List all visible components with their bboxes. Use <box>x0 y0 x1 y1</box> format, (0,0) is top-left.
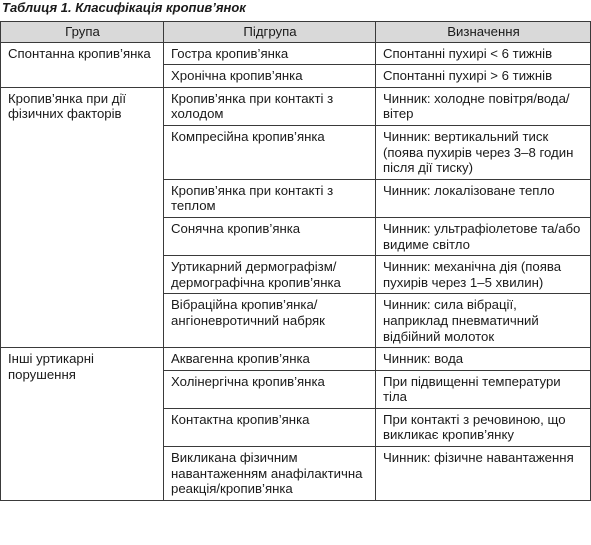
definition-cell: Чинник: механічна дія (поява пухирів через 1–5 хвилин) <box>376 256 591 294</box>
group-cell: Кропив’янка при дії фізичних факторів <box>1 87 164 347</box>
group-cell: Інші уртикарні порушення <box>1 348 164 501</box>
definition-cell: Спонтанні пухирі > 6 тижнів <box>376 65 591 88</box>
header-subgroup: Підгрупа <box>164 22 376 43</box>
table-row <box>1 87 591 125</box>
subgroup-cell: Кропив’янка при контакті з теплом <box>164 179 376 217</box>
header-group: Група <box>1 22 164 43</box>
definition-cell: Чинник: локалізоване тепло <box>376 179 591 217</box>
definition-cell: Спонтанні пухирі < 6 тижнів <box>376 42 591 65</box>
subgroup-cell: Кропив’янка при контакті з холодом <box>164 87 376 125</box>
subgroup-cell: Гостра кропив’янка <box>164 42 376 65</box>
urticaria-classification-table <box>0 21 591 501</box>
table-header-row <box>1 22 591 43</box>
definition-cell: При контакті з речовиною, що викликає кропив’янку <box>376 408 591 446</box>
header-definition: Визначення <box>376 22 591 43</box>
definition-cell: Чинник: вода <box>376 348 591 371</box>
subgroup-cell: Холінергічна кропив’янка <box>164 370 376 408</box>
table-row <box>1 42 591 65</box>
group-cell: Спонтанна кропив’янка <box>1 42 164 87</box>
table-caption: Таблиця 1. Класифікація кропив’янок <box>2 0 246 15</box>
definition-cell: Чинник: холодне повітря/вода/вітер <box>376 87 591 125</box>
subgroup-cell: Сонячна кропив’янка <box>164 217 376 255</box>
table-row <box>1 348 591 371</box>
subgroup-cell: Вібраційна кропив’янка/ангіоневротичний набряк <box>164 294 376 348</box>
definition-cell: Чинник: вертикальний тиск (поява пухирів через 3–8 годин після дії тиску) <box>376 125 591 179</box>
definition-cell: Чинник: фізичне навантаження <box>376 447 591 501</box>
definition-cell: При підвищенні температури тіла <box>376 370 591 408</box>
subgroup-cell: Аквагенна кропив’янка <box>164 348 376 371</box>
subgroup-cell: Хронічна кропив’янка <box>164 65 376 88</box>
subgroup-cell: Викликана фізичним навантаженням анафілактична реакція/кропив’янка <box>164 447 376 501</box>
subgroup-cell: Контактна кропив’янка <box>164 408 376 446</box>
definition-cell: Чинник: ультрафіолетове та/або видиме світло <box>376 217 591 255</box>
definition-cell: Чинник: сила вібрації, наприклад пневматичний відбійний молоток <box>376 294 591 348</box>
subgroup-cell: Уртикарний дермографізм/дермографічна кропив’янка <box>164 256 376 294</box>
subgroup-cell: Компресійна кропив’янка <box>164 125 376 179</box>
